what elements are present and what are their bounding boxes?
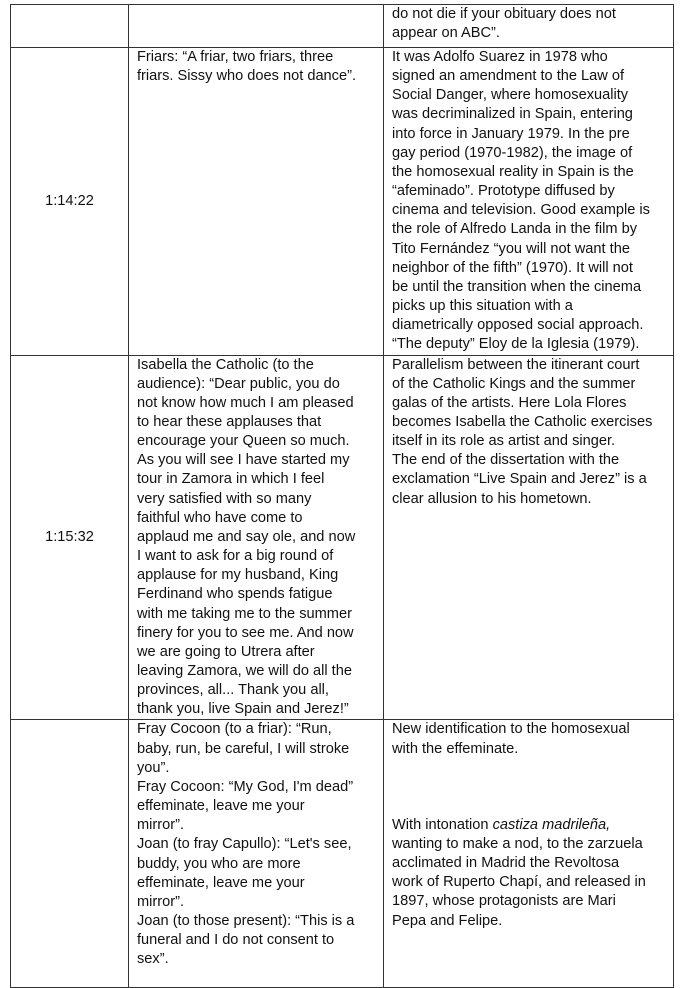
dialogue-line: applause for my husband, King [137, 567, 339, 584]
dialogue-line: Joan (to fray Capullo): “Let's see, [137, 836, 352, 853]
commentary-line: into force in January 1979. In the pre [392, 125, 630, 142]
dialogue-line: buddy, you who are more [137, 855, 301, 872]
commentary-line: of the Catholic Kings and the summer [392, 375, 636, 392]
dialogue-line: effeminate, leave me your [137, 798, 305, 815]
commentary-line: clear allusion to his hometown. [392, 490, 592, 507]
dialogue-line: Fray Cocoon: “My God, I'm dead” [137, 778, 354, 795]
film-analysis-table [10, 4, 674, 988]
commentary-line: do not die if your obituary does not [392, 6, 616, 22]
dialogue-line: very satisfied with so many [137, 490, 312, 507]
dialogue-line: finery for you to see me. And now [137, 624, 354, 641]
dialogue-line: leaving Zamora, we will do all the [137, 663, 352, 679]
commentary-line: galas of the artists. Here Lola Flores [392, 394, 627, 411]
commentary-line: work of Ruperto Chapí, and released in [392, 874, 646, 891]
dialogue-line: baby, run, be careful, I will stroke [137, 740, 350, 757]
dialogue-line: mirror”. [137, 817, 185, 834]
commentary-line: Social Danger, where homosexuality [392, 87, 629, 104]
dialogue-line: Friars: “A friar, two friars, three [137, 49, 334, 65]
dialogue-line: sex”. [137, 951, 169, 968]
table-row [11, 48, 674, 356]
table-row [11, 5, 674, 48]
commentary-line: wanting to make a nod, to the zarzuela [392, 835, 643, 852]
commentary-line: gay period (1970-1982), the image of [392, 144, 633, 161]
dialogue-line: with me taking me to the summer [137, 605, 352, 622]
commentary-line: the role of Alfredo Landa in the film by [392, 221, 638, 238]
commentary-line: itself in its role as artist and singer. [392, 433, 616, 450]
dialogue-line: encourage your Queen so much. [137, 433, 350, 450]
table-row [11, 355, 674, 720]
paragraph-gap [392, 759, 667, 816]
dialogue-line: mirror”. [137, 893, 185, 910]
commentary-line: Tito Fernández “you will not want the [392, 240, 630, 257]
commentary-line: be until the transition when the cinema [392, 278, 642, 295]
commentary-line: the homosexual reality in Spain is the [392, 163, 634, 180]
italic-phrase: castiza madrileña, [492, 816, 611, 833]
timestamp-cell [11, 5, 129, 48]
commentary-line: Pepa and Felipe. [392, 912, 503, 929]
dialogue-line: you”. [137, 759, 170, 776]
dialogue-line: Isabella the Catholic (to the [137, 356, 314, 373]
commentary-line: Parallelism between the itinerant court [392, 356, 640, 373]
commentary-line: It was Adolfo Suarez in 1978 who [392, 49, 608, 65]
dialogue-line: Joan (to those present): “This is a [137, 913, 355, 930]
timestamp-cell [11, 720, 129, 988]
commentary-cell [384, 720, 674, 988]
commentary-line: New identification to the homosexual [392, 721, 630, 738]
dialogue-line: we are going to Utrera after [137, 643, 315, 660]
commentary-line: “The deputy” Eloy de la Iglesia (1979). [392, 336, 640, 353]
dialogue-line: to hear these applauses that [137, 413, 322, 430]
commentary-line [392, 816, 667, 835]
commentary-line: 1897, whose protagonists are Mari [392, 893, 616, 910]
commentary-line: becomes Isabella the Catholic exercises [392, 413, 653, 430]
commentary-cell [384, 48, 674, 356]
commentary-line: exclamation “Live Spain and Jerez” is a [392, 471, 647, 488]
dialogue-line: not know how much I am pleased [137, 394, 354, 411]
commentary-cell [384, 5, 674, 48]
commentary-line: “afeminado”. Prototype diffused by [392, 183, 615, 200]
commentary-line: was decriminalized in Spain, entering [392, 106, 633, 123]
dialogue-line: tour in Zamora in which I feel [137, 471, 325, 488]
commentary-line: acclimated in Madrid the Revoltosa [392, 855, 620, 872]
dialogue-line: applaud me and say ole, and now [137, 528, 356, 545]
dialogue-line: I want to ask for a big round of [137, 548, 334, 565]
dialogue-cell [129, 48, 384, 356]
dialogue-cell [129, 720, 384, 988]
dialogue-cell [129, 355, 384, 720]
dialogue-line: Fray Cocoon (to a friar): “Run, [137, 721, 332, 738]
dialogue-line: effeminate, leave me your [137, 874, 305, 891]
commentary-line: with the effeminate. [392, 740, 519, 757]
commentary-line: appear on ABC”. [392, 25, 500, 42]
dialogue-line: As you will see I have started my [137, 452, 350, 469]
table-row [11, 720, 674, 988]
dialogue-line: Ferdinand who spends fatigue [137, 586, 333, 603]
dialogue-cell [129, 5, 384, 48]
commentary-line: picks up this situation with a [392, 298, 573, 315]
commentary-line: diametrically opposed social approach. [392, 317, 644, 334]
dialogue-line: funeral and I do not consent to [137, 932, 335, 949]
timestamp-cell: 1:14:22 [11, 48, 129, 356]
dialogue-line: faithful who have come to [137, 509, 303, 526]
commentary-lead-text: With intonation [392, 816, 493, 833]
commentary-line: The end of the dissertation with the [392, 452, 620, 469]
commentary-line: signed an amendment to the Law of [392, 68, 625, 85]
dialogue-line: provinces, all... Thank you all, [137, 682, 329, 699]
timestamp-cell: 1:15:32 [11, 355, 129, 720]
commentary-line: neighbor of the fifth” (1970). It will not [392, 259, 633, 276]
commentary-cell [384, 355, 674, 720]
commentary-line: cinema and television. Good example is [392, 202, 650, 219]
dialogue-line: thank you, live Spain and Jerez!” [137, 701, 349, 718]
dialogue-line: audience): “Dear public, you do [137, 375, 340, 392]
dialogue-line: friars. Sissy who does not dance”. [137, 68, 357, 85]
